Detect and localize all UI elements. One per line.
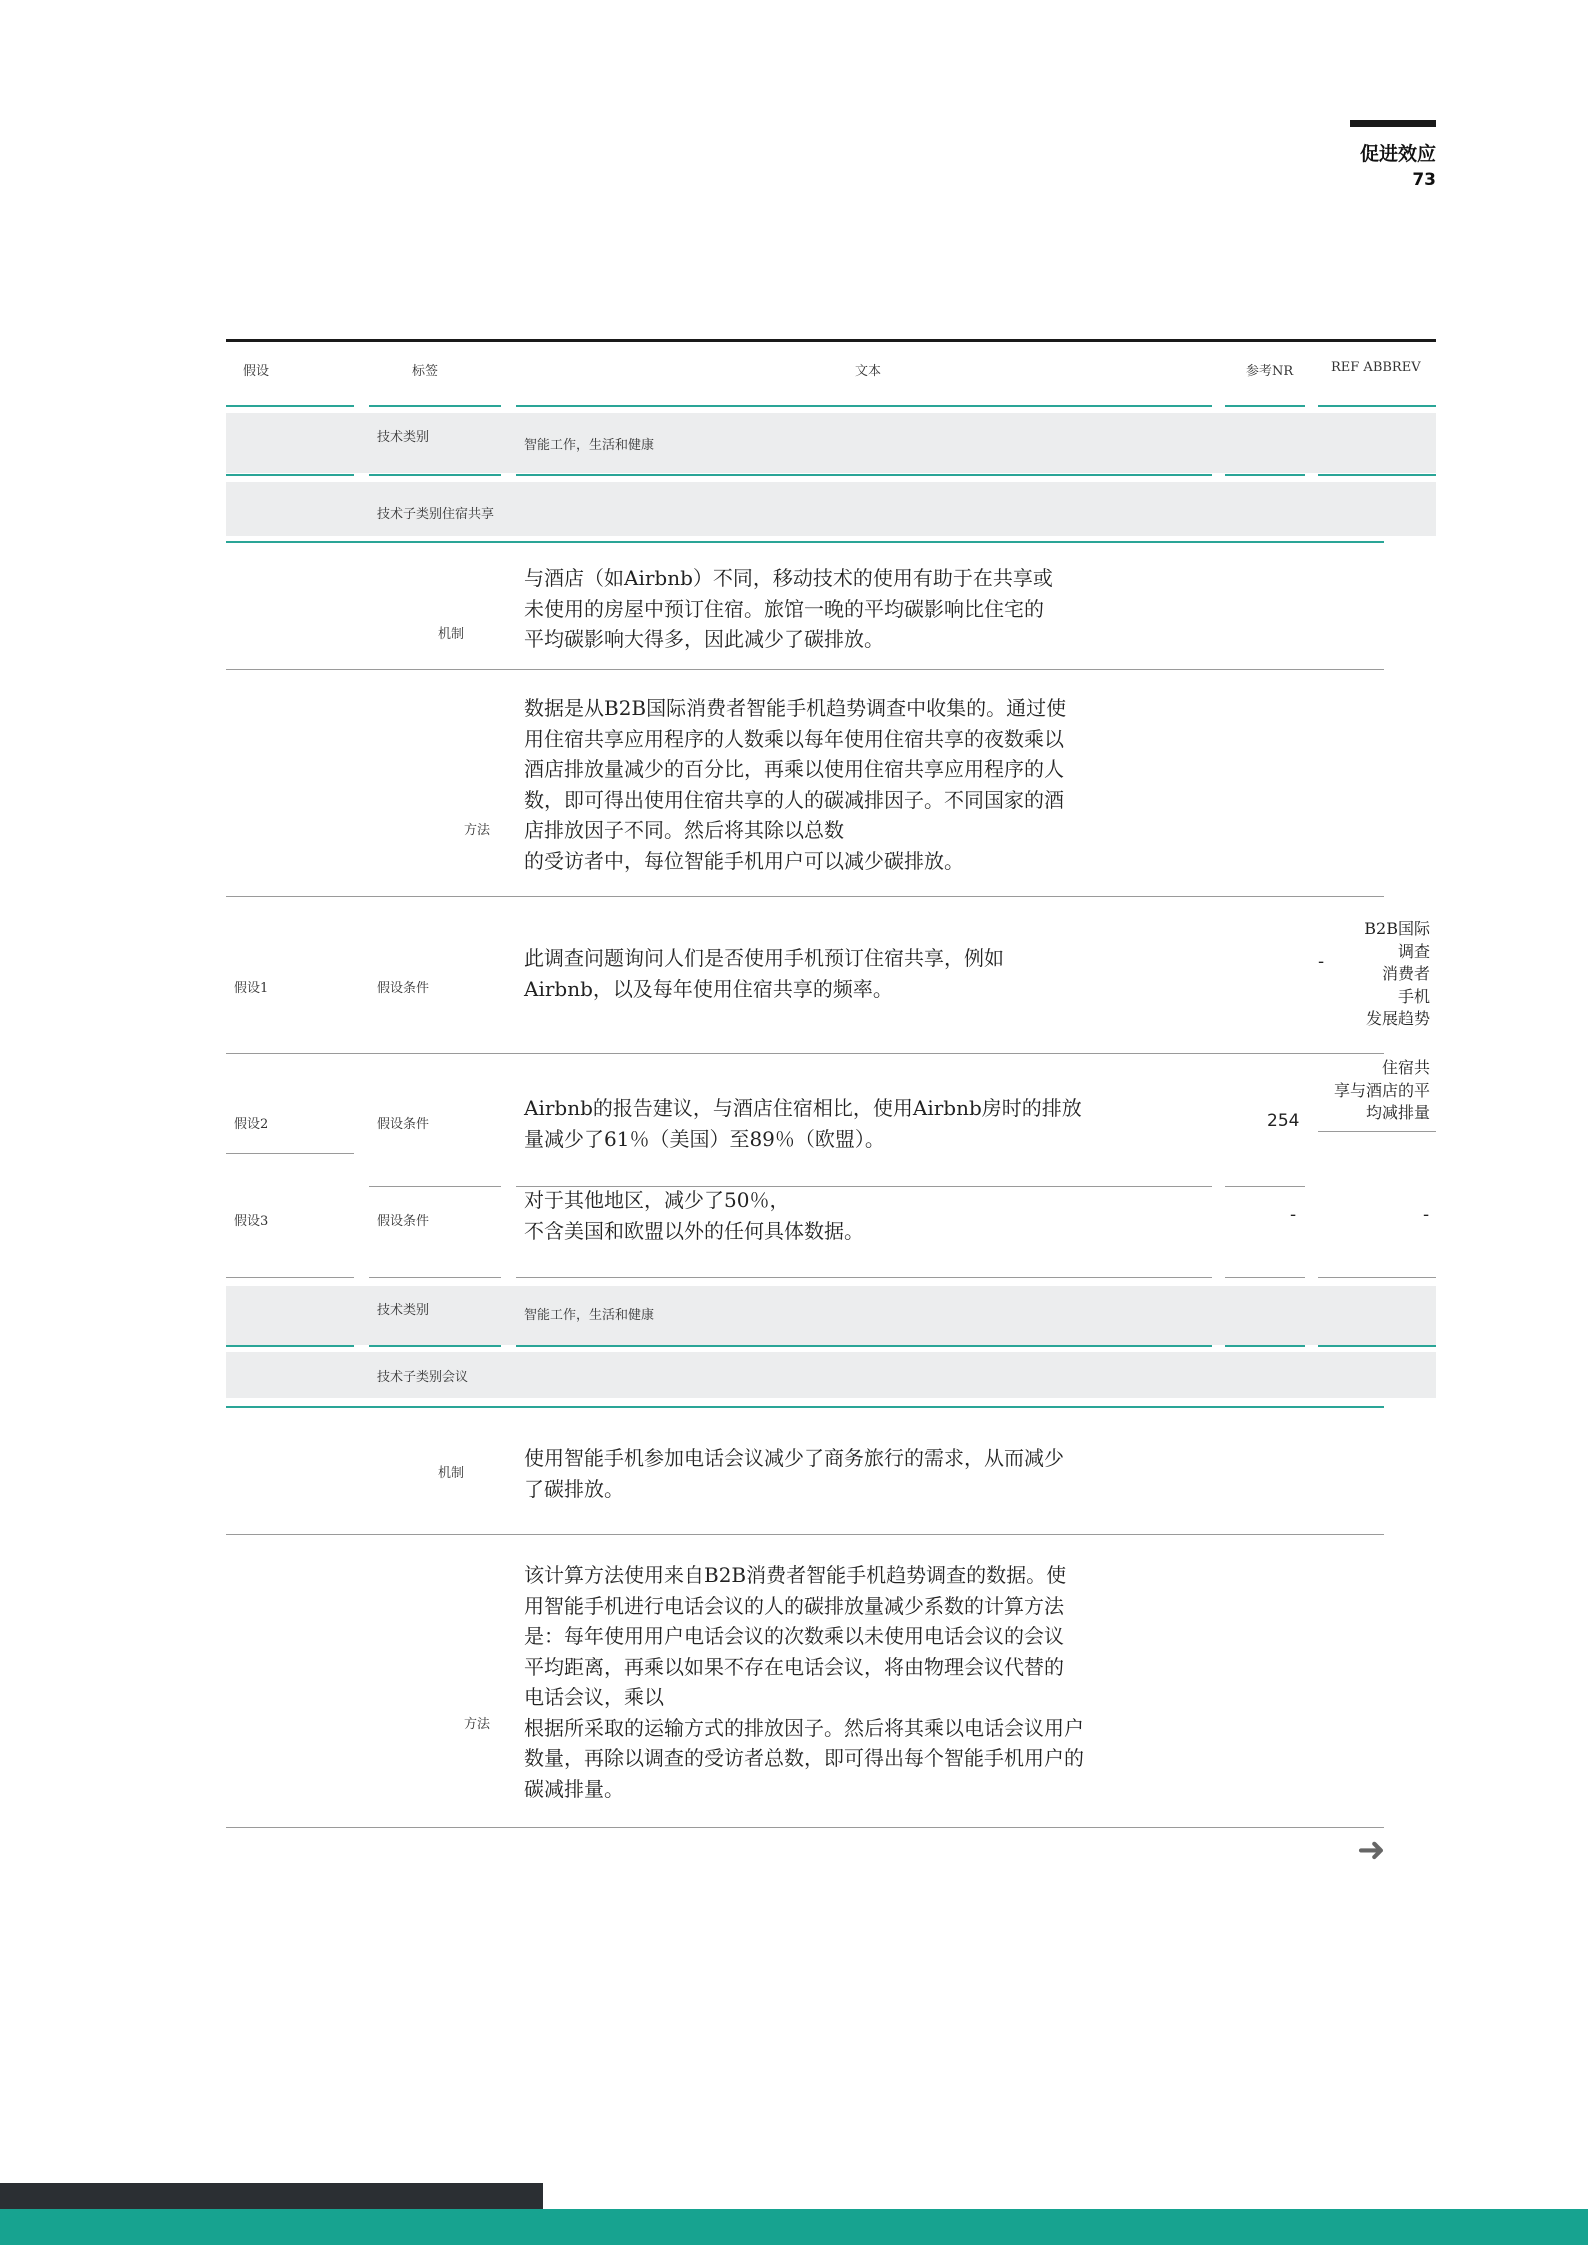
- rule: [1225, 1186, 1305, 1187]
- rule: [516, 474, 1212, 476]
- rule: [1318, 405, 1436, 407]
- footer-accent-bar: [0, 2209, 1588, 2245]
- ref-line: 住宿共: [1381, 1058, 1430, 1077]
- ref-nr: -: [1290, 1205, 1297, 1225]
- rule: [1225, 1277, 1305, 1278]
- col-header-ref-nr: 参考NR: [1246, 364, 1294, 379]
- rule: [226, 1053, 1384, 1054]
- rule: [369, 1277, 501, 1278]
- text-line: 此调查问题询问人们是否使用手机预订住宿共享，例如: [524, 946, 1004, 970]
- rule: [369, 474, 501, 476]
- category-value: 智能工作，生活和健康: [524, 438, 655, 453]
- subcategory-label: 技术子类别住宿共享: [377, 507, 495, 522]
- page-header: [1360, 140, 1436, 192]
- ref-line: 发展趋势: [1365, 1009, 1430, 1028]
- method-label: 方法: [464, 1717, 491, 1732]
- text-line: 量减少了61％（美国）至89％（欧盟）。: [524, 1126, 885, 1151]
- ref-abbrev: -: [1423, 1205, 1430, 1225]
- rule: [226, 669, 1384, 670]
- text-line: Airbnb的报告建议，与酒店住宿相比，使用Airbnb房时的排放: [524, 1096, 1082, 1120]
- table-top-rule: [226, 339, 1436, 342]
- rule: [226, 1153, 354, 1154]
- assumption-text: [524, 943, 1204, 1004]
- subcategory-label: 技术子类别会议: [377, 1370, 469, 1385]
- ref-nr: -: [1318, 952, 1325, 972]
- rule: [1225, 405, 1305, 407]
- ref-abbrev: [1320, 1057, 1430, 1125]
- ref-abbrev: [1320, 918, 1430, 1031]
- rule: [369, 1186, 501, 1187]
- method-text: [524, 693, 1204, 876]
- rule: [226, 1345, 354, 1347]
- rule: [1318, 474, 1436, 476]
- rule: [226, 896, 1384, 897]
- rule: [226, 541, 1384, 543]
- footer-dark-bar: [0, 2183, 543, 2209]
- text-line: 电话会议，乘以: [524, 1685, 664, 1709]
- text-line: 是：每年使用用户电话会议的次数乘以未使用电话会议的会议: [524, 1624, 1064, 1648]
- rule: [1318, 1345, 1436, 1347]
- rule: [226, 1827, 1384, 1828]
- text-line: 的受访者中，每位智能手机用户可以减少碳排放。: [524, 848, 964, 873]
- text-line: 碳减排量。: [524, 1776, 624, 1801]
- text-line: 不含美国和欧盟以外的任何具体数据。: [524, 1218, 864, 1243]
- rule: [226, 1406, 1384, 1408]
- rule: [516, 1277, 1212, 1278]
- text-line: 店排放因子不同。然后将其除以总数: [524, 818, 844, 842]
- text-line: 平均碳影响大得多，因此减少了碳排放。: [524, 627, 884, 651]
- method-label: 方法: [464, 823, 491, 838]
- category-label: 技术类别: [377, 1303, 430, 1318]
- text-line: 数量，再除以调查的受访者总数，即可得出每个智能手机用户的: [524, 1746, 1084, 1770]
- assumption-label: 假设条件: [377, 1117, 430, 1132]
- rule: [1225, 474, 1305, 476]
- text-line: Airbnb，以及每年使用住宿共享的频率。: [524, 976, 893, 1001]
- text-line: 用住宿共享应用程序的人数乘以每年使用住宿共享的夜数乘以: [524, 726, 1064, 751]
- rule: [226, 405, 354, 407]
- col-header-ref-abbrev: REF ABBREV: [1331, 360, 1421, 375]
- assumption-text: [524, 1185, 1204, 1246]
- col-header-label: 标签: [412, 364, 439, 379]
- ref-line: 享与酒店的平: [1333, 1080, 1430, 1100]
- ref-line: 消费者: [1381, 964, 1430, 983]
- rule: [1225, 1345, 1305, 1347]
- ref-line: 手机: [1397, 986, 1430, 1006]
- text-line: 酒店排放量减少的百分比，再乘以使用住宿共享应用程序的人: [524, 757, 1064, 781]
- ref-nr: 254: [1267, 1111, 1300, 1131]
- mechanism-label: 机制: [438, 1466, 465, 1481]
- col-header-text: 文本: [855, 364, 882, 379]
- text-line: 数，即可得出使用住宿共享的人的碳减排因子。不同国家的酒: [524, 787, 1064, 812]
- assumption-text: [524, 1093, 1204, 1154]
- rule: [226, 1534, 1384, 1535]
- page-number: 73: [1412, 170, 1436, 190]
- assumption-id: 假设2: [234, 1117, 269, 1132]
- rule: [516, 1345, 1212, 1347]
- rule: [1318, 1131, 1436, 1132]
- text-line: 用智能手机进行电话会议的人的碳排放量减少系数的计算方法: [524, 1593, 1064, 1618]
- assumption-label: 假设条件: [377, 1214, 430, 1229]
- text-line: 了碳排放。: [524, 1476, 624, 1501]
- method-text: [524, 1560, 1204, 1804]
- text-line: 使用智能手机参加电话会议减少了商务旅行的需求，从而减少: [524, 1446, 1064, 1470]
- rule: [369, 1345, 501, 1347]
- category-value: 智能工作，生活和健康: [524, 1308, 655, 1323]
- rule: [369, 405, 501, 407]
- text-line: 对于其他地区，减少了50％，: [524, 1188, 790, 1212]
- mechanism-text: [524, 563, 1204, 655]
- rule: [516, 405, 1212, 407]
- category-label: 技术类别: [377, 430, 430, 445]
- assumption-id: 假设3: [234, 1214, 269, 1229]
- text-line: 平均距离，再乘以如果不存在电话会议，将由物理会议代替的: [524, 1654, 1064, 1679]
- text-line: 未使用的房屋中预订住宿。旅馆一晚的平均碳影响比住宅的: [524, 596, 1044, 621]
- col-header-hypothesis: 假设: [243, 364, 270, 379]
- section-title: 促进效应: [1359, 143, 1436, 165]
- assumption-id: 假设1: [234, 981, 269, 996]
- arrow-right-icon[interactable]: ➜: [1357, 1830, 1386, 1870]
- text-line: 该计算方法使用来自B2B消费者智能手机趋势调查的数据。使: [524, 1563, 1067, 1587]
- mechanism-text: [524, 1443, 1204, 1504]
- ref-line: B2B国际: [1364, 919, 1430, 938]
- mechanism-label: 机制: [438, 627, 465, 642]
- ref-line: 调查: [1397, 941, 1430, 961]
- ref-line: 均减排量: [1365, 1103, 1430, 1122]
- text-line: 根据所采取的运输方式的排放因子。然后将其乘以电话会议用户: [524, 1715, 1084, 1740]
- rule: [1318, 1277, 1436, 1278]
- rule: [226, 474, 354, 476]
- header-accent-bar: [1350, 120, 1436, 127]
- text-line: 数据是从B2B国际消费者智能手机趋势调查中收集的。通过使: [524, 696, 1067, 720]
- rule: [226, 1277, 354, 1278]
- text-line: 与酒店（如Airbnb）不同，移动技术的使用有助于在共享或: [524, 566, 1053, 590]
- assumption-label: 假设条件: [377, 981, 430, 996]
